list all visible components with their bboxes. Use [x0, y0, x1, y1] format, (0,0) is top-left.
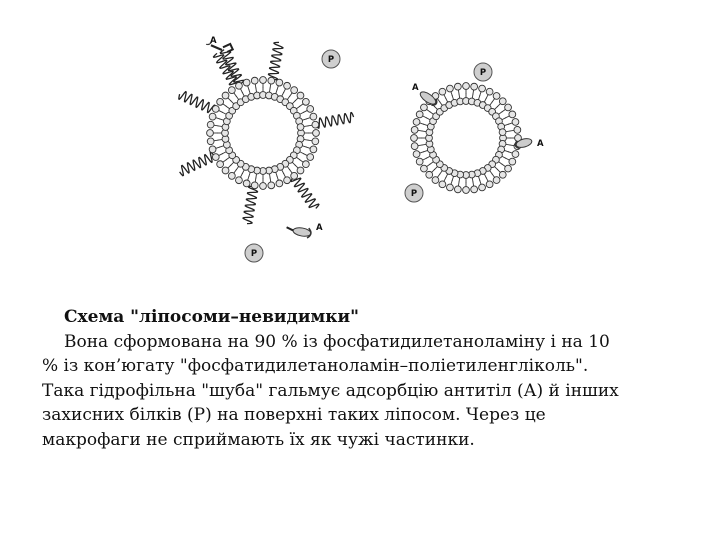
- lipid-head: [493, 93, 500, 100]
- antibody-label-right-left: A: [412, 83, 419, 93]
- lipid-head: [284, 177, 291, 184]
- lipid-head: [514, 126, 521, 133]
- lipid-head: [207, 130, 214, 137]
- lipid-head: [236, 177, 243, 184]
- lipid-head: [276, 79, 283, 86]
- lipid-head: [260, 77, 267, 84]
- lipid-head: [268, 77, 275, 84]
- lipid-head: [209, 146, 216, 153]
- lipid-head: [509, 158, 516, 165]
- lipid-head: [463, 83, 470, 90]
- lipid-head: [439, 88, 446, 95]
- lipid-head: [416, 158, 423, 165]
- lipid-head: [505, 104, 512, 111]
- lipid-head: [471, 83, 478, 90]
- lipid-head: [297, 124, 304, 131]
- caption: [42, 305, 692, 452]
- lipid-head: [416, 111, 423, 118]
- lipid-head: [307, 106, 314, 113]
- caption-line-5: макрофаги не сприймають їх як чужі частинки.: [42, 429, 475, 450]
- lipid-head: [512, 151, 519, 158]
- lipid-head: [439, 181, 446, 188]
- free-protein-top: [322, 50, 340, 68]
- lipid-head: [471, 186, 478, 193]
- lipid-head: [479, 184, 486, 191]
- lipid-head: [207, 121, 214, 128]
- lipid-head: [276, 180, 283, 187]
- lipid-head: [413, 119, 420, 126]
- peg-chain: [180, 152, 215, 176]
- lipid-head: [209, 113, 216, 120]
- caption-line-2: % із кон’югату "фосфатидилетаноламін–поліетиленгліколь".: [42, 356, 589, 376]
- caption-line-4: захисних білків (Р) на поверхні таких ліпосом. Через це: [42, 405, 546, 425]
- lipid-head: [268, 182, 275, 189]
- protein-label-bottom: P: [250, 249, 258, 259]
- adsorbed-protein-bottom: [405, 184, 423, 202]
- lipid-head: [493, 177, 500, 184]
- lipid-head: [243, 79, 250, 86]
- lipid-head: [217, 161, 224, 168]
- lipid-head: [310, 113, 317, 120]
- lipid-head: [302, 98, 309, 105]
- lipid-head: [454, 83, 461, 90]
- lipid-head: [486, 88, 493, 95]
- antibody-label-bottom: A: [316, 223, 323, 233]
- lipid-head: [421, 104, 428, 111]
- lipid-head: [251, 182, 258, 189]
- lipid-head: [411, 135, 418, 142]
- peg-chain: [291, 177, 319, 208]
- lipid-head: [411, 126, 418, 133]
- lipid-head: [251, 77, 258, 84]
- protein-label-top: P: [327, 55, 335, 65]
- caption-line-1: Вона сформована на 90 % із фосфатидилетаноламіну і на 10: [64, 331, 610, 352]
- lipid-head: [479, 85, 486, 92]
- lipid-head: [236, 82, 243, 89]
- lipid-head: [212, 106, 219, 113]
- lipid-head: [411, 143, 418, 150]
- peg-chain: [243, 186, 257, 223]
- lipid-head: [243, 180, 250, 187]
- lipid-head: [432, 177, 439, 184]
- lipid-head: [302, 161, 309, 168]
- lipid-head: [463, 187, 470, 194]
- lipid-head: [312, 138, 319, 145]
- lipid-head: [505, 165, 512, 172]
- lipid-head: [499, 129, 506, 136]
- lipid-head: [307, 154, 314, 161]
- lipid-head: [447, 85, 454, 92]
- lipid-head: [447, 184, 454, 191]
- protein-label-right-bottom: P: [410, 189, 418, 199]
- peg-chain: [269, 42, 283, 79]
- antibody-label-top: A: [210, 36, 217, 46]
- lipid-head: [228, 172, 235, 179]
- protein-label-right-top: P: [479, 68, 487, 78]
- lipid-head: [284, 82, 291, 89]
- caption-title: Схема "ліпосоми–невидимки": [64, 307, 359, 327]
- lipid-head: [228, 87, 235, 94]
- lipid-head: [310, 146, 317, 153]
- free-protein-bottom: [245, 244, 263, 262]
- lipid-head: [291, 172, 298, 179]
- peg-chain: [179, 92, 215, 113]
- lipid-head: [313, 130, 320, 137]
- lipid-head: [413, 151, 420, 158]
- lipid-head: [312, 121, 319, 128]
- lipid-head: [512, 119, 519, 126]
- caption-line-3: Така гідрофільна "шуба" гальмує адсорбцію антитіл (А) й інших: [42, 380, 619, 401]
- lipid-head: [509, 111, 516, 118]
- lipid-head: [217, 98, 224, 105]
- lipid-head: [486, 181, 493, 188]
- adsorbed-protein-top: [474, 63, 492, 81]
- lipid-head: [291, 87, 298, 94]
- stealth-liposome: [179, 42, 354, 223]
- lipid-head: [212, 154, 219, 161]
- lipid-head: [260, 183, 267, 190]
- free-antibody-bottom: [285, 224, 311, 238]
- lipid-head: [421, 165, 428, 172]
- antibody-label-right-right: A: [537, 139, 544, 149]
- lipid-head: [454, 186, 461, 193]
- lipid-head: [207, 138, 214, 145]
- peg-chain: [316, 113, 353, 129]
